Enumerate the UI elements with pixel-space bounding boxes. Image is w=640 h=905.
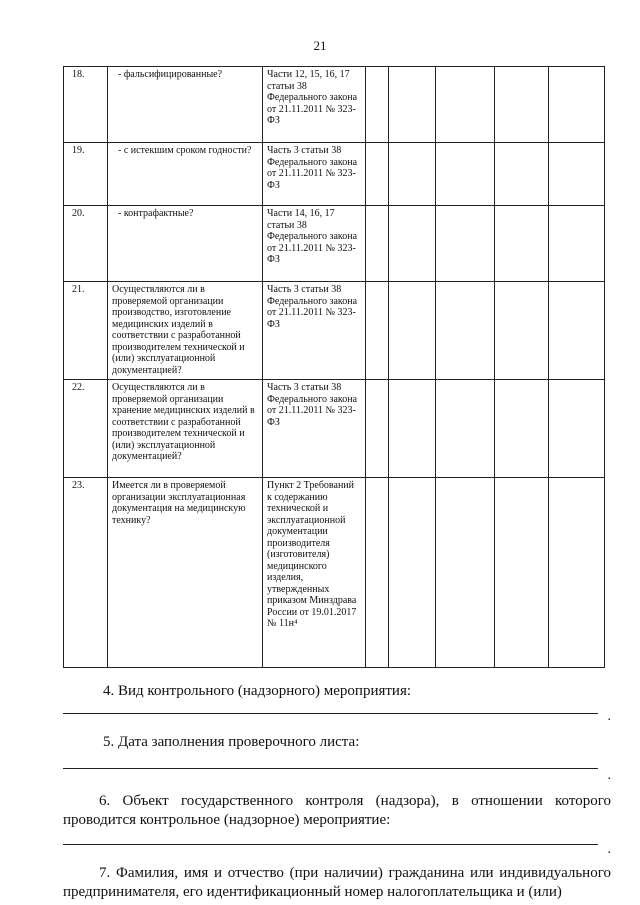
row-question: Осуществляются ли в проверяемой организации производство, изготовление медицинских изделий в соответствии с разработанной производителем технической и (или) эксплуатационной документацией? [108,282,263,380]
page-number: 21 [313,38,327,53]
row-number: 21. [64,282,108,380]
answer-cell[interactable] [436,67,495,143]
answer-cell[interactable] [436,282,495,380]
table-row [64,67,605,143]
table-row [64,282,605,380]
answer-cell[interactable] [549,143,605,206]
answer-cell[interactable] [366,380,389,478]
answer-cell[interactable] [549,67,605,143]
row-number: 19. [64,143,108,206]
answer-cell[interactable] [436,380,495,478]
answer-cell[interactable] [366,206,389,282]
table-row [64,380,605,478]
answer-cell[interactable] [366,67,389,143]
answer-cell[interactable] [436,478,495,668]
answer-cell[interactable] [495,206,549,282]
answer-cell[interactable] [549,380,605,478]
answer-cell[interactable] [549,478,605,668]
section-7-label: 7. Фамилия, имя и отчество (при наличии) гражданина или индивидуального предпринимателя, его идентификационный номер налогоплательщика и (или) [63,865,611,900]
checklist-table [63,66,605,668]
row-requirement: Части 12, 15, 16, 17 статьи 38 Федерального закона от 21.11.2011 № 323-ФЗ [263,67,366,143]
answer-cell[interactable] [389,206,436,282]
section-6-label: 6. Объект государственного контроля (надзора), в отношении которого проводится контрольное (надзорное) мероприятие: [63,793,611,828]
row-question: - с истекшим сроком годности? [108,143,263,206]
row-requirement: Часть 3 статьи 38 Федерального закона от 21.11.2011 № 323-ФЗ [263,282,366,380]
row-question: Имеется ли в проверяемой организации эксплуатационная документация на медицинскую технику? [108,478,263,668]
row-number: 18. [64,67,108,143]
section-5-blank[interactable] [63,768,611,786]
answer-cell[interactable] [366,478,389,668]
row-number: 20. [64,206,108,282]
row-requirement: Пункт 2 Требований к содержанию технической и эксплуатационной документации производителя (изготовителя) медицинского изделия, утвержденных приказом Минздрава России от 19.01.2017 № 11н⁴ [263,478,366,668]
answer-cell[interactable] [366,143,389,206]
form-sections [63,682,611,902]
row-question: Осуществляются ли в проверяемой организации хранение медицинских изделий в соответствии с разработанной производителем технической и (или) эксплуатационной документацией? [108,380,263,478]
answer-cell[interactable] [389,282,436,380]
row-number: 23. [64,478,108,668]
answer-cell[interactable] [549,206,605,282]
section-4-label: 4. Вид контрольного (надзорного) мероприятия: [103,683,412,699]
answer-cell[interactable] [436,143,495,206]
answer-cell[interactable] [389,380,436,478]
section-5-label: 5. Дата заполнения проверочного листа: [103,734,360,750]
line-end-dot: . [607,842,611,857]
table-row [64,478,605,668]
answer-cell[interactable] [389,143,436,206]
line-end-dot: . [607,768,611,783]
row-question: - контрафактные? [108,206,263,282]
answer-cell[interactable] [495,67,549,143]
line-end-dot: . [607,709,611,724]
row-requirement: Части 14, 16, 17 статьи 38 Федерального закона от 21.11.2011 № 323-ФЗ [263,206,366,282]
answer-cell[interactable] [495,143,549,206]
row-number: 22. [64,380,108,478]
row-requirement: Часть 3 статьи 38 Федерального закона от 21.11.2011 № 323-ФЗ [263,143,366,206]
answer-cell[interactable] [495,478,549,668]
table-row [64,143,605,206]
answer-cell[interactable] [495,380,549,478]
section-6-blank[interactable] [63,844,611,860]
answer-cell[interactable] [366,282,389,380]
table-row [64,206,605,282]
section-4-blank[interactable] [63,709,611,727]
answer-cell[interactable] [389,67,436,143]
answer-cell[interactable] [549,282,605,380]
answer-cell[interactable] [436,206,495,282]
answer-cell[interactable] [389,478,436,668]
answer-cell[interactable] [495,282,549,380]
row-question: - фальсифицированные? [108,67,263,143]
row-requirement: Часть 3 статьи 38 Федерального закона от 21.11.2011 № 323-ФЗ [263,380,366,478]
